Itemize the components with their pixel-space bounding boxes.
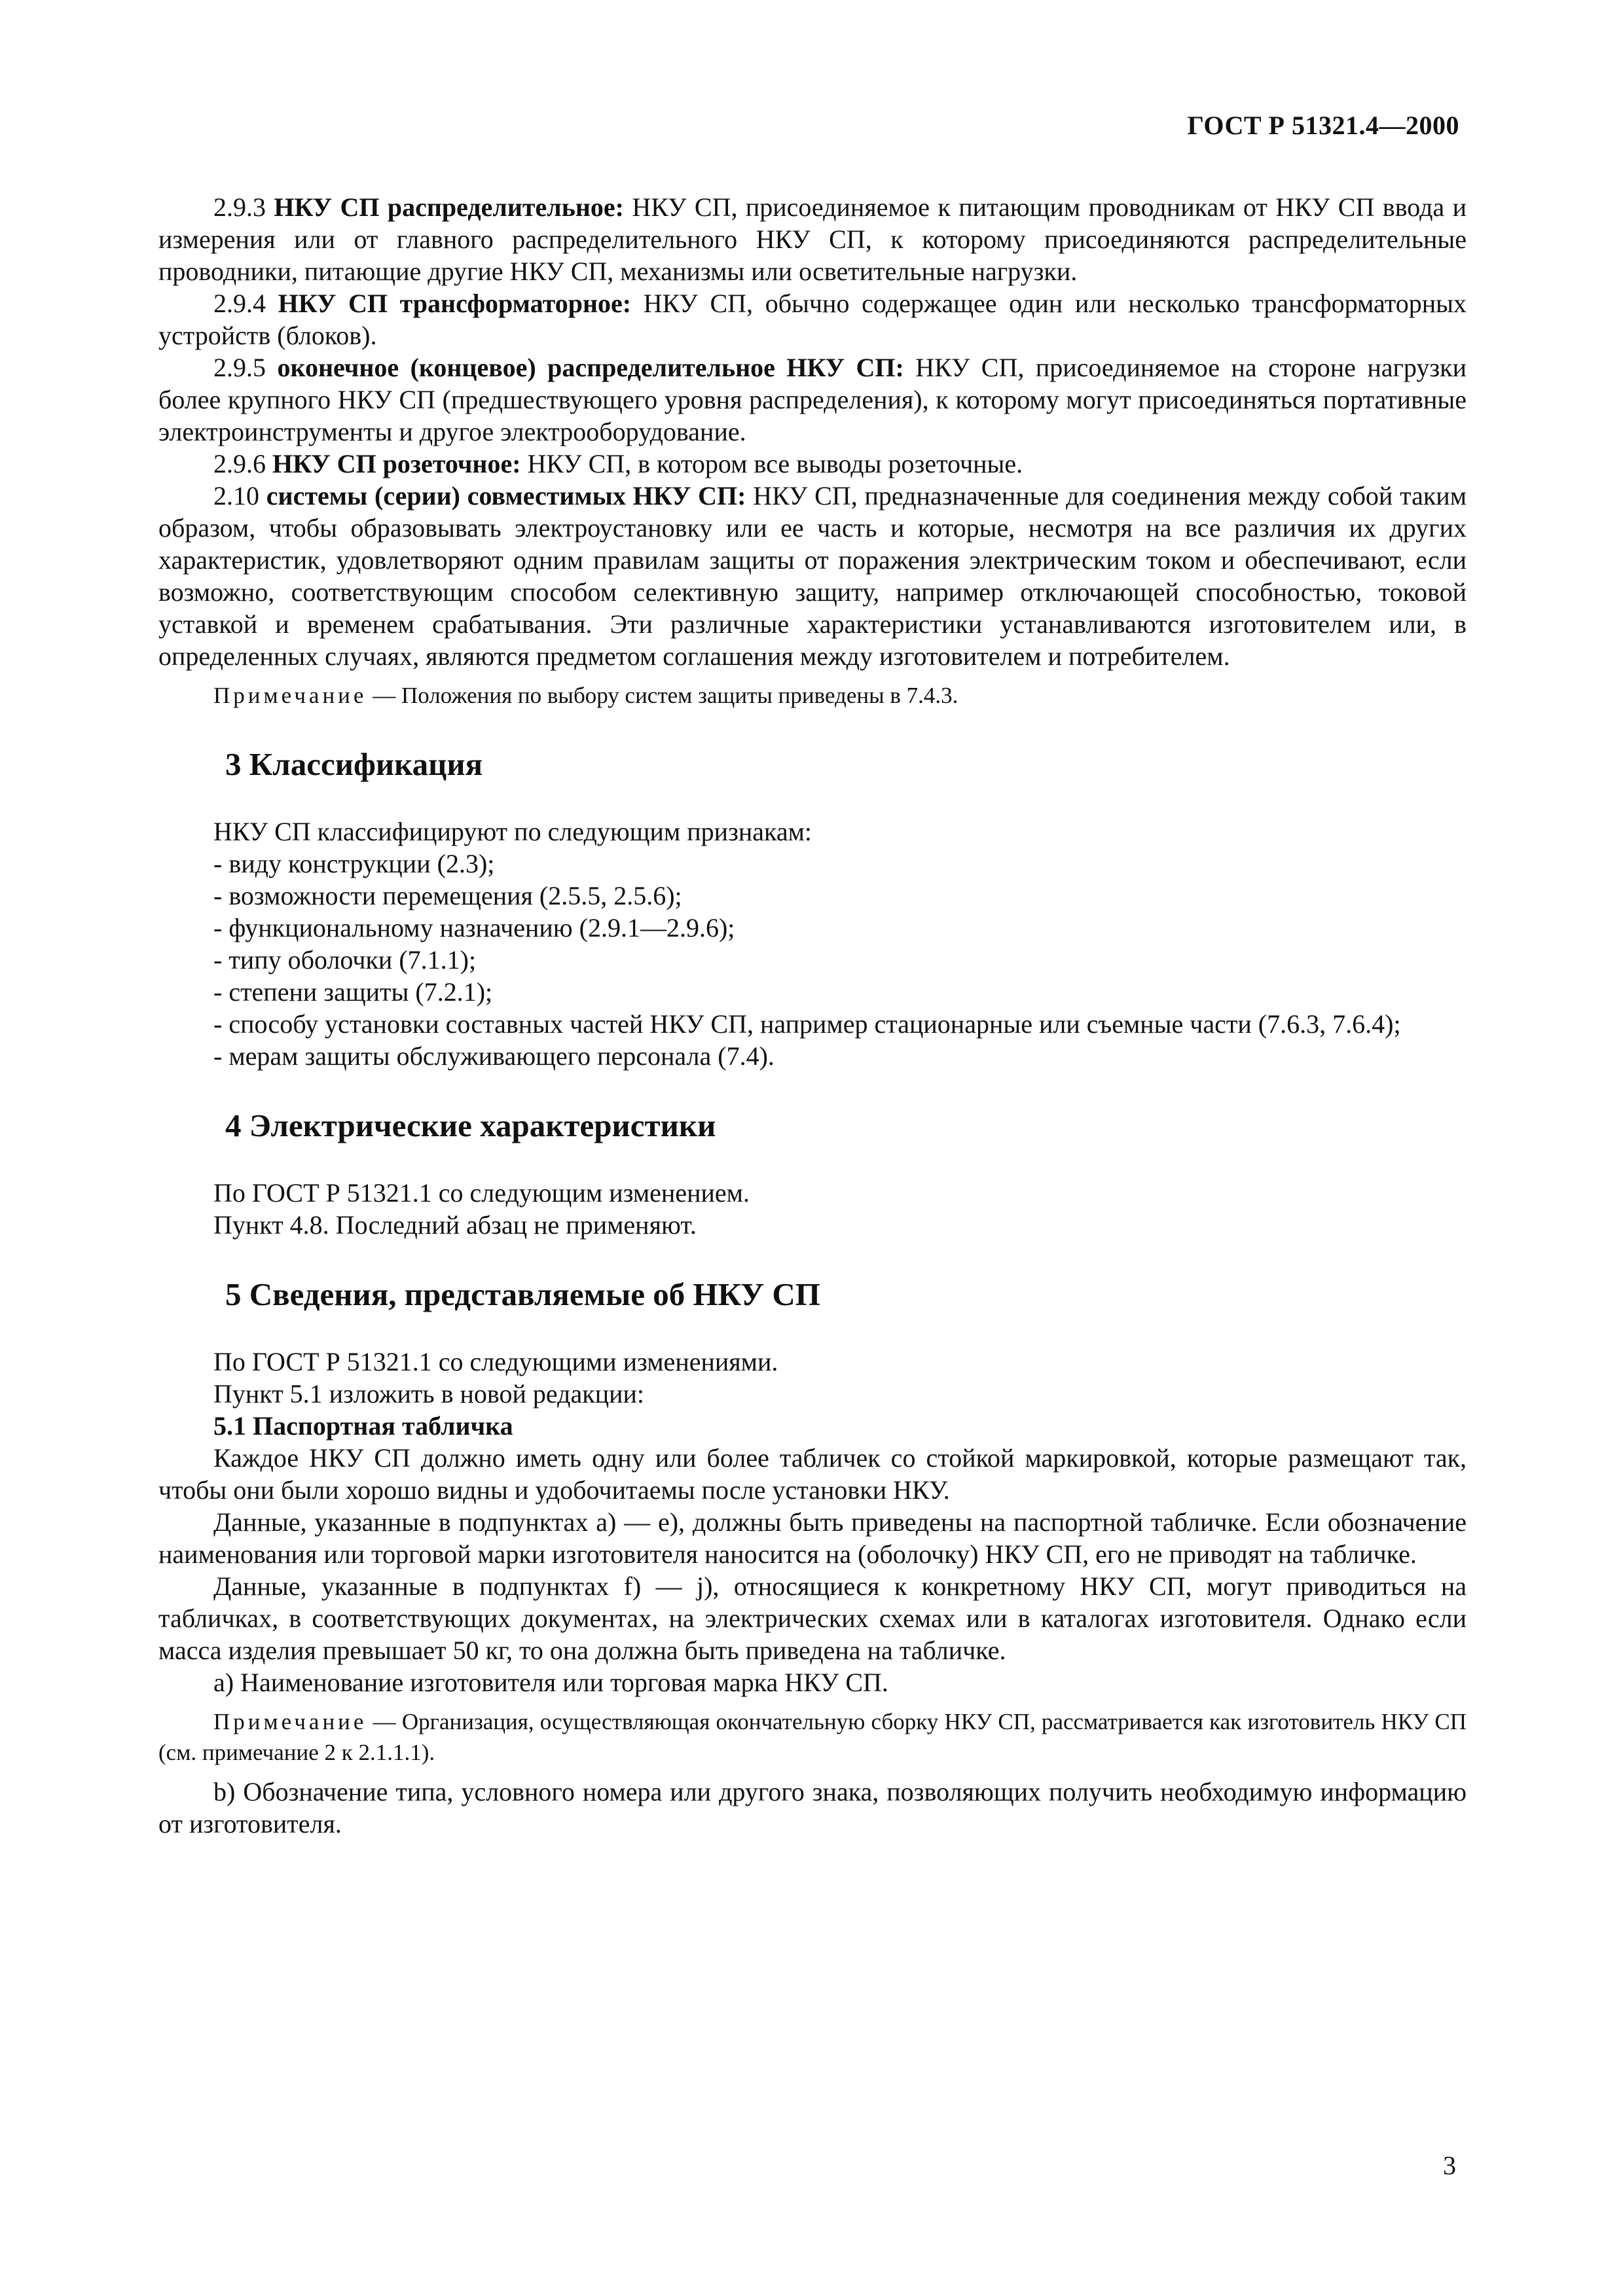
note-text: — Организация, осуществляющая окончательную сборку НКУ СП, рассматривается как изготовитель НКУ СП (см. примечание 2 к 2.1.1.1). <box>158 1709 1467 1765</box>
definition-text: НКУ СП, присоединяемое на стороне нагрузки более крупного НКУ СП (предшествующего уровня распределения), к которому могут присоединяться портативные электроинструменты и другое электрооборудование. <box>158 353 1467 446</box>
definition-text: НКУ СП, обычно содержащее один или несколько трансформаторных устройств (блоков). <box>158 289 1467 350</box>
paragraph: Данные, указанные в подпунктах а) — е), должны быть приведены на паспортной табличке. Если обозначение наименования или торговой марки изготовителя наносится на (оболочку) НКУ СП, его не приводят на табличке. <box>158 1507 1467 1569</box>
section-4-line: По ГОСТ Р 51321.1 со следующим изменением. <box>213 1178 750 1208</box>
section-5-heading: 5 Сведения, представляемые об НКУ СП <box>225 1276 820 1312</box>
clause-number: 2.9.3 <box>213 192 266 222</box>
paragraph: а) Наименование изготовителя или торговая марка НКУ СП. <box>213 1668 888 1697</box>
definition-text: НКУ СП, предназначенные для соединения между собой таким образом, чтобы образовывать электроустановку или ее часть и которые, несмотря на все различия их других характеристик, удовлетворяют одним правилам защиты от поражения электрическим током и обеспечивают, если возможно, соответствующим способом селективную защиту, например отключающей способностью, токовой уставкой и временем срабатывания. Эти различные характеристики устанавливаются изготовителем или, в определенных случаях, являются предметом соглашения между изготовителем и потребителем. <box>158 481 1467 671</box>
clause-number: 2.9.6 <box>213 449 266 478</box>
paragraph: Данные, указанные в подпунктах f) — j), относящиеся к конкретному НКУ СП, могут приводиться на табличках, в соответствующих документах, на электрических схемах или в каталогах изготовителя. Однако если масса изделия превышает 50 кг, то она должна быть приведена на табличке. <box>158 1571 1467 1665</box>
list-item: - мерам защиты обслуживающего персонала (7.4). <box>213 1041 775 1071</box>
defined-term: системы (серии) совместимых НКУ СП: <box>266 481 746 511</box>
definition-2-9-4 <box>158 287 1467 351</box>
definition-text: НКУ СП, в котором все выводы розеточные. <box>527 449 1023 478</box>
page-number: 3 <box>1443 2151 1456 2180</box>
list-item: - возможности перемещения (2.5.5, 2.5.6); <box>213 881 682 910</box>
section-5-line: По ГОСТ Р 51321.1 со следующими изменениями. <box>213 1347 778 1376</box>
subsection-5-1-heading: 5.1 Паспортная табличка <box>213 1411 513 1441</box>
defined-term: НКУ СП розеточное: <box>272 449 521 478</box>
list-item: - виду конструкции (2.3); <box>213 849 495 878</box>
note-label: Примечание <box>213 1709 367 1734</box>
note-text: — Положения по выбору систем защиты приведены в 7.4.3. <box>373 683 958 708</box>
definition-2-9-5 <box>158 351 1467 448</box>
clause-number: 2.9.4 <box>213 289 266 318</box>
list-item: - типу оболочки (7.1.1); <box>213 945 477 975</box>
note-label: Примечание <box>213 683 367 708</box>
note-1 <box>158 680 1467 711</box>
definition-text: НКУ СП, присоединяемое к питающим проводникам от НКУ СП ввода и измерения или от главного распределительного НКУ СП, к которому присоединяются распределительные проводники, питающие другие НКУ СП, механизмы или осветительные нагрузки. <box>158 192 1467 286</box>
defined-term: оконечное (концевое) распределительное НКУ СП: <box>277 353 904 382</box>
section-4-heading: 4 Электрические характеристики <box>225 1107 716 1143</box>
definition-2-10 <box>158 480 1467 672</box>
list-item: - способу установки составных частей НКУ СП, например стационарные или съемные части (7.6.3, 7.6.4); <box>213 1009 1401 1039</box>
paragraph: Каждое НКУ СП должно иметь одну или более табличек со стойкой маркировкой, которые размещают так, чтобы они были хорошо видны и удобочитаемы после установки НКУ. <box>158 1443 1467 1505</box>
definition-2-9-3 <box>158 191 1467 287</box>
section-4-line: Пункт 4.8. Последний абзац не применяют. <box>213 1210 697 1240</box>
section-3-intro: НКУ СП классифицируют по следующим признакам: <box>213 817 812 846</box>
section-5-line: Пункт 5.1 изложить в новой редакции: <box>213 1379 645 1408</box>
list-item: - степени защиты (7.2.1); <box>213 977 493 1007</box>
paragraph-item-b: b) Обозначение типа, условного номера или другого знака, позволяющих получить необходимую информацию от изготовителя. <box>158 1777 1467 1839</box>
standard-code-header: ГОСТ Р 51321.4—2000 <box>1187 111 1459 140</box>
clause-number: 2.9.5 <box>213 353 266 382</box>
defined-term: НКУ СП трансформаторное: <box>278 289 632 318</box>
list-item: - функциональному назначению (2.9.1—2.9.6); <box>213 913 735 942</box>
section-3-heading: 3 Классификация <box>225 746 483 782</box>
clause-number: 2.10 <box>213 481 259 511</box>
defined-term: НКУ СП распределительное: <box>274 192 624 222</box>
note-2 <box>158 1706 1467 1768</box>
document-body <box>158 191 1467 1840</box>
definition-2-9-6 <box>158 448 1467 480</box>
